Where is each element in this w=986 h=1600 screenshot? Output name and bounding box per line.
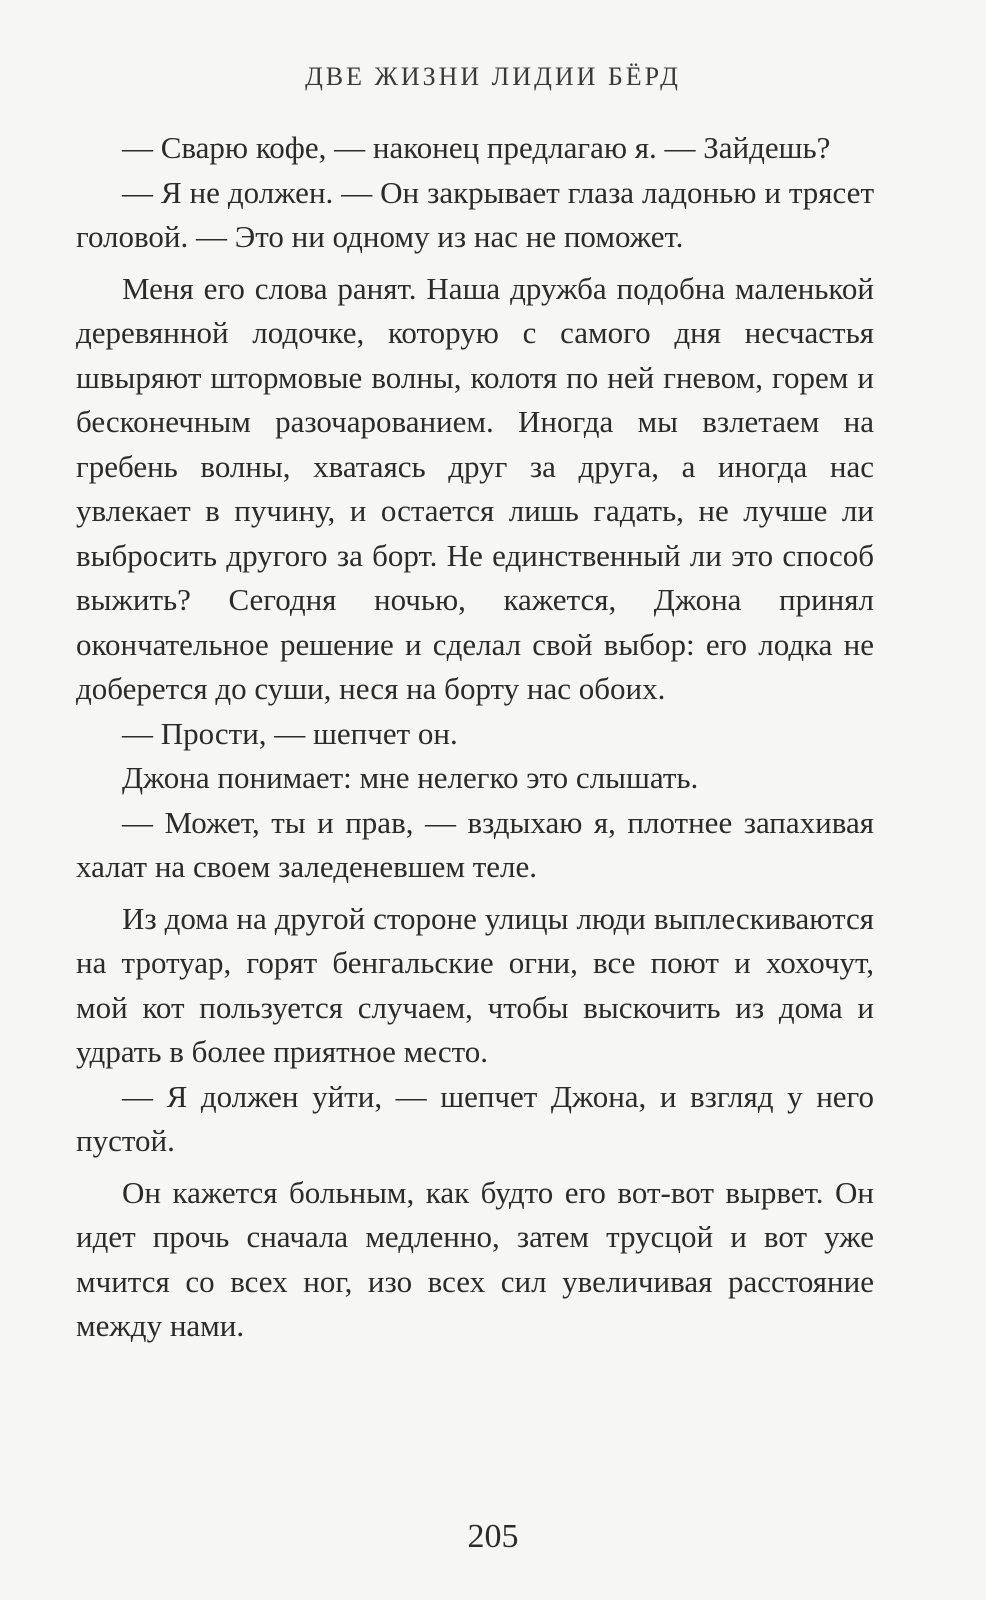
running-title: ДВЕ ЖИЗНИ ЛИДИИ БЁРД <box>305 62 681 91</box>
paragraph: Он кажется больным, как будто его вот-вот вырвет. Он идет прочь сначала медленно, затем трусцой и вот уже мчится со всех ног, изо всех сил увеличивая расстояние между нами. <box>76 1174 874 1343</box>
paragraph: — Сварю кофе, — наконец предлагаю я. — Зайдешь? <box>122 130 831 165</box>
paragraph: Джона понимает: мне нелегко это слышать. <box>122 760 699 795</box>
paragraph: — Прости, — шепчет он. <box>122 715 458 751</box>
body-text <box>76 126 874 1349</box>
paragraph: Меня его слова ранят. Наша дружба подобна маленькой деревянной лодочке, которую с самого дня несчастья швыряют штормовые волны, колотя по ней гневом, горем и бесконечным разочарованием. Иногда мы взлетаем на гребень волны, хватаясь друг за друга, а иногда нас увлекает в пучину, и остается лишь гадать, не лучше ли выбросить другого за борт. Не единственный ли это способ выжить? Сегодня ночью, кажется, Джона принял окончательное решение и сделал свой выбор: его лодка не доберется до суши, неся на борту нас обоих. <box>76 270 874 706</box>
page-number: 205 <box>467 1518 519 1555</box>
paragraph: — Я не должен. — Он закрывает глаза ладонью и трясет головой. — Это ни одному из нас не поможет. <box>76 174 874 254</box>
paragraph: — Я должен уйти, — шепчет Джона, и взгляд у него пустой. <box>76 1078 874 1158</box>
paragraph: — Может, ты и прав, — вздыхаю я, плотнее запахивая халат на своем заледеневшем теле. <box>76 804 874 884</box>
paragraph: Из дома на другой стороне улицы люди выплескиваются на тротуар, горят бенгальские огни, все поют и хохочут, мой кот пользуется случаем, чтобы выскочить из дома и удрать в более приятное место. <box>76 900 874 1069</box>
